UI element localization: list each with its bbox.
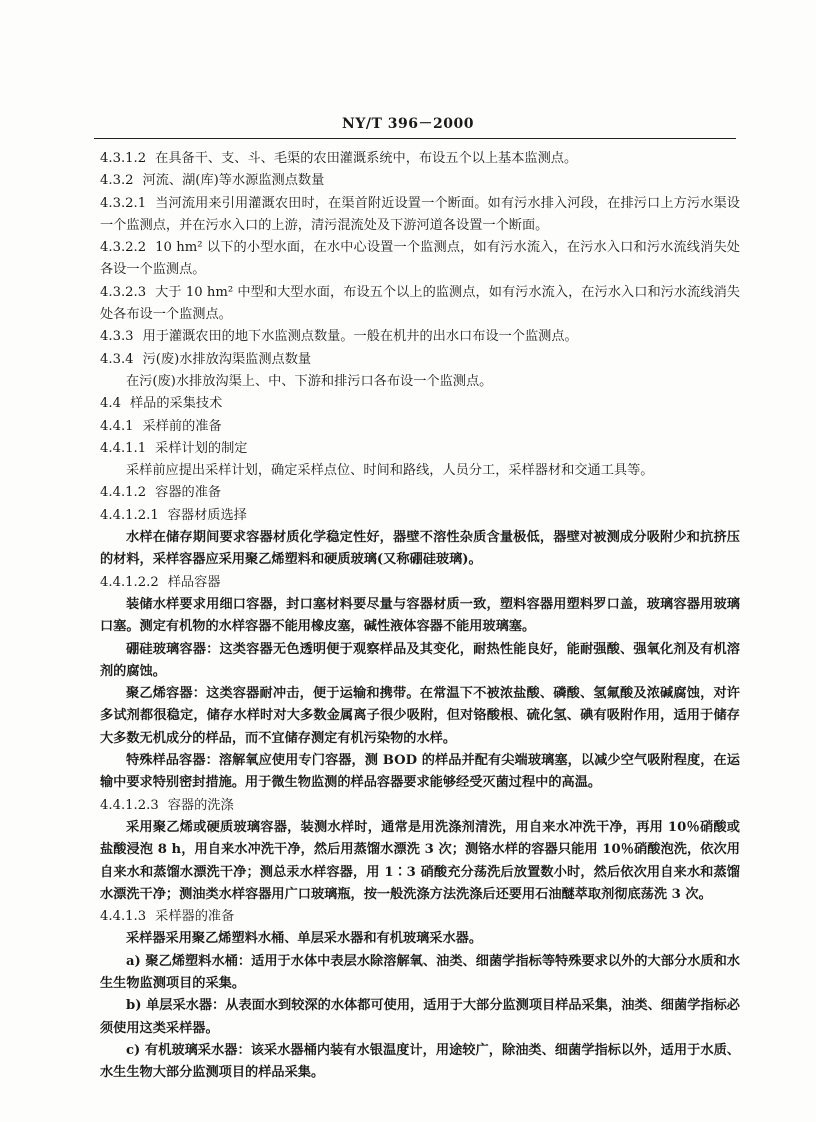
page-header: NY/T 396－2000 [342, 116, 474, 132]
body-paragraph [100, 750, 740, 795]
body-paragraph [100, 594, 740, 639]
section-paragraph [100, 906, 740, 928]
body-paragraph [100, 527, 740, 572]
paragraph-text: 采样器的准备 [155, 909, 235, 925]
paragraph-text: b) 单层采水器：从表面水到较深的水体都可使用，适用于大部分监测项目样品采集，油类、细菌学指标必须使用这类采样器。 [100, 998, 740, 1036]
paragraph-text: 采用聚乙烯或硬质玻璃容器，装测水样时，通常是用洗涤剂清洗，用自来水冲洗干净，再用 10％硝酸或盐酸浸泡 8 h，用自来水冲洗干净，然后用蒸馏水漂洗 3 次；测铬水样的容器只能用 10％硝酸泡洗，依次用自来水和蒸馏水漂洗干净；测总汞水样容器，用 1∶3 硝酸充分荡洗后放置数小时，然后依次用自来水和蒸馏水漂洗干净；测油类水样容器用广口玻璃瓶，按一般洗涤方法洗涤后还要用石油醚萃取剂彻底荡洗 3 次。 [100, 819, 740, 902]
section-number: 4.4.1.2.1 [100, 507, 159, 523]
section-paragraph [100, 237, 740, 282]
paragraph-text: 样品容器 [167, 574, 221, 590]
section-paragraph [100, 505, 740, 527]
paragraph-text: 用于灌溉农田的地下水监测点数量。一般在机井的出水口布设一个监测点。 [142, 329, 578, 345]
body-paragraph [100, 951, 740, 996]
paragraph-text: 采样前的准备 [142, 418, 222, 434]
paragraph-text: 采样器采用聚乙烯塑料水桶、单层采水器和有机玻璃采水器。 [126, 931, 483, 947]
section-paragraph [100, 572, 740, 594]
section-number: 4.3.2.1 [100, 195, 147, 211]
paragraph-text: 污(废)水排放沟渠监测点数量 [142, 351, 312, 367]
section-paragraph [100, 482, 740, 504]
paragraph-text: 容器材质选择 [167, 507, 247, 523]
document-body [100, 148, 740, 1084]
body-paragraph [100, 460, 740, 482]
paragraph-text: 河流、湖(库)等水源监测点数量 [142, 173, 325, 189]
section-number: 4.4.1.3 [100, 909, 147, 925]
section-number: 4.4.1.2.2 [100, 574, 159, 590]
section-number: 4.4.1.2 [100, 485, 147, 501]
body-paragraph [100, 683, 740, 750]
section-number: 4.4.1 [100, 418, 134, 434]
paragraph-text: 采样计划的制定 [155, 440, 248, 456]
section-paragraph [100, 148, 740, 170]
body-paragraph [100, 639, 740, 684]
paragraph-text: 容器的准备 [155, 485, 222, 501]
section-number: 4.3.2 [100, 173, 134, 189]
paragraph-text: c) 有机玻璃采水器：该采水器桶内装有水银温度计，用途较广，除油类、细菌学指标以外，适用于水质、水生生物大部分监测项目的样品采集。 [100, 1042, 740, 1081]
section-number: 4.3.4 [100, 351, 134, 367]
section-number: 4.3.2.3 [100, 284, 147, 300]
section-paragraph [100, 282, 740, 327]
section-paragraph [100, 170, 740, 192]
section-paragraph [100, 438, 740, 460]
paragraph-text: 容器的洗涤 [167, 797, 234, 813]
section-paragraph [100, 193, 740, 238]
section-number: 4.4 [100, 396, 121, 412]
body-paragraph [100, 1040, 740, 1085]
header-divider [94, 138, 736, 139]
paragraph-text: 在具备干、支、斗、毛渠的农田灌溉系统中，布设五个以上基本监测点。 [155, 151, 578, 166]
section-paragraph [100, 326, 740, 348]
section-paragraph [100, 416, 740, 438]
paragraph-text: 特殊样品容器：溶解氧应使用专门容器，测 BOD 的样品并配有尖端玻璃塞，以减少空气吸附程度，在运输中要求特别密封措施。用于微生物监测的样品容器要求能够经受灭菌过程中的高温。 [100, 753, 740, 791]
paragraph-text: 装储水样要求用细口容器，封口塞材料要尽量与容器材质一致，塑料容器用塑料罗口盖，玻璃容器用玻璃口塞。测定有机物的水样容器不能用橡皮塞，碱性液体容器不能用玻璃塞。 [100, 596, 740, 635]
paragraph-text: 在污(废)水排放沟渠上、中、下游和排污口各布设一个监测点。 [126, 373, 493, 389]
body-paragraph [100, 928, 740, 950]
section-number: 4.4.1.2.3 [100, 797, 159, 813]
paragraph-text: 当河流用来引用灌溉农田时，在渠首附近设置一个断面。如有污水排入河段，在排污口上方污水渠设一个监测点，并在污水入口的上游，清污混流处及下游河道各设置一个断面。 [100, 195, 740, 233]
section-paragraph [100, 795, 740, 817]
section-number: 4.4.1.1 [100, 440, 147, 456]
paragraph-text: 10 hm² 以下的小型水面，在水中心设置一个监测点，如有污水流入，在污水入口和污水流线消失处各设一个监测点。 [100, 240, 740, 278]
paragraph-text: 硼硅玻璃容器：这类容器无色透明便于观察样品及其变化，耐热性能良好，能耐强酸、强氧化剂及有机溶剂的腐蚀。 [100, 641, 740, 679]
section-paragraph [100, 349, 740, 371]
section-number: 4.3.1.2 [100, 151, 147, 166]
paragraph-text: 大于 10 hm² 中型和大型水面，布设五个以上的监测点，如有污水流入，在污水入口和污水流线消失处各布设一个监测点。 [100, 284, 740, 323]
body-paragraph [100, 995, 740, 1040]
paragraph-text: 聚乙烯容器：这类容器耐冲击，便于运输和携带。在常温下不被浓盐酸、磷酸、氢氟酸及浓碱腐蚀，对许多试剂都很稳定，储存水样时对大多数金属离子很少吸附，但对铬酸根、硫化氢、碘有吸附作用，适用于储存大多数无机成分的样品，而不宜储存测定有机污染物的水样。 [100, 686, 740, 746]
section-paragraph [100, 393, 740, 415]
body-paragraph [100, 371, 740, 393]
section-number: 4.3.3 [100, 329, 134, 345]
body-paragraph [100, 817, 740, 906]
paragraph-text: a) 聚乙烯塑料水桶：适用于水体中表层水除溶解氧、油类、细菌学指标等特殊要求以外的大部分水质和水生生物监测项目的采集。 [100, 953, 740, 991]
paragraph-text: 水样在储存期间要求容器材质化学稳定性好，器壁不溶性杂质含量极低，器壁对被测成分吸附少和抗挤压的材料，采样容器应采用聚乙烯塑料和硬质玻璃(又称硼硅玻璃)。 [100, 530, 740, 568]
section-number: 4.3.2.2 [100, 240, 147, 256]
paragraph-text: 采样前应提出采样计划，确定采样点位、时间和路线，人员分工，采样器材和交通工具等。 [126, 463, 654, 479]
paragraph-text: 样品的采集技术 [129, 396, 223, 412]
